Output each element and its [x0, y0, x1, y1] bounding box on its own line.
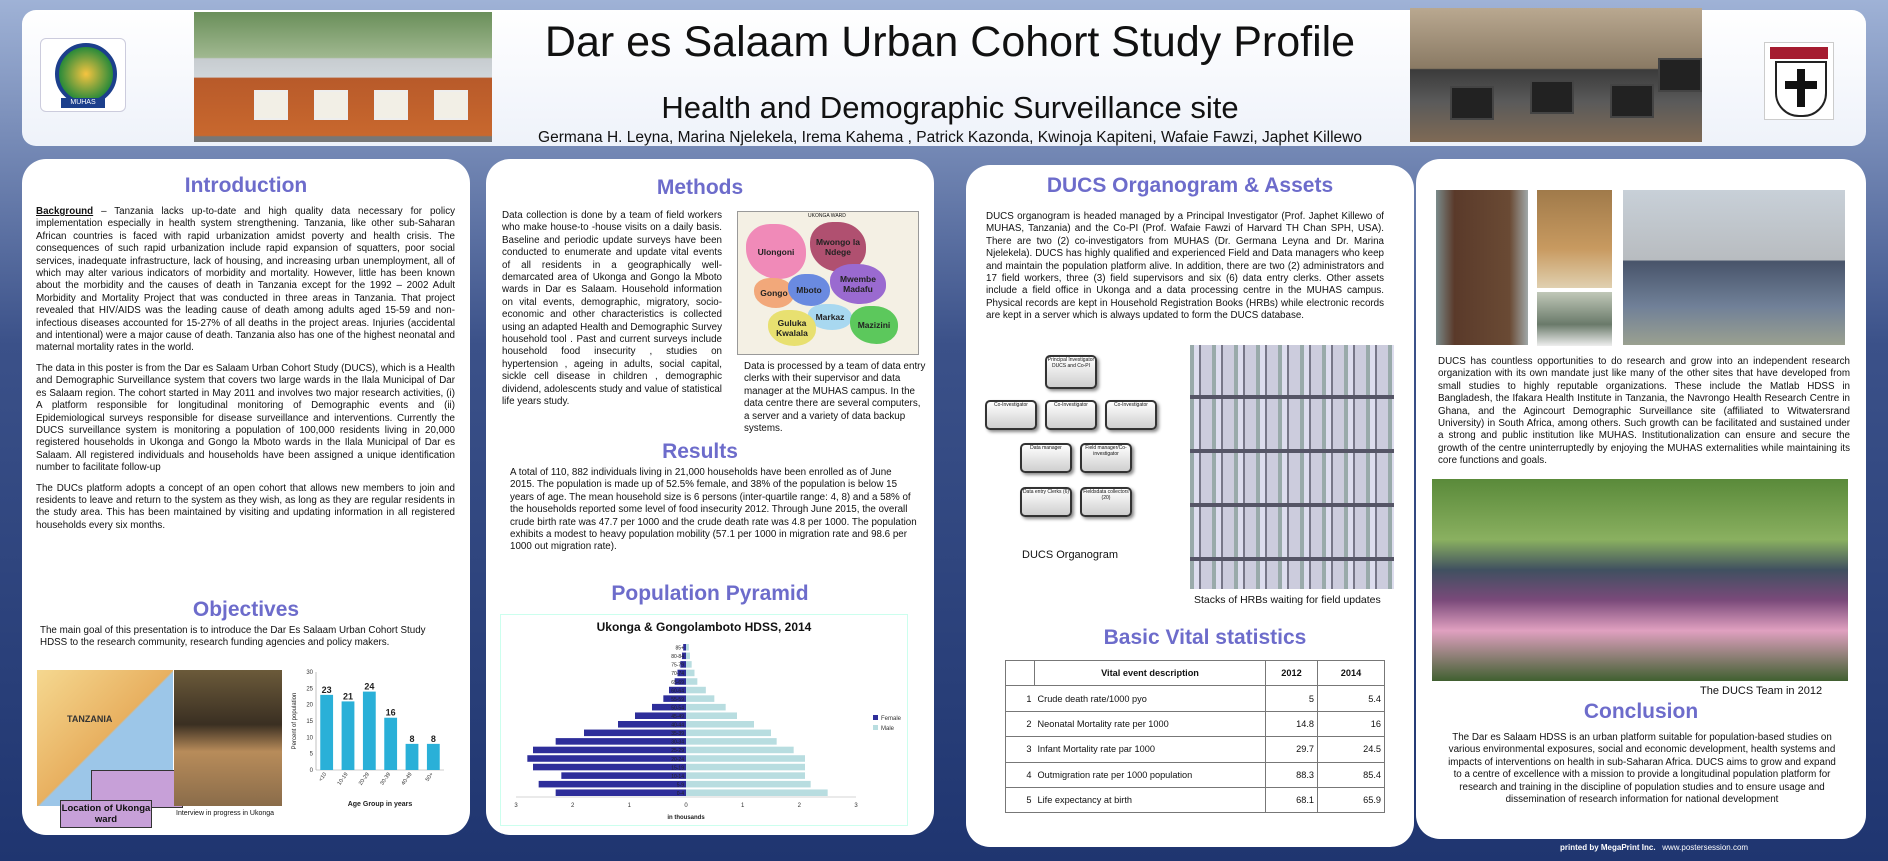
pyramid-title: Ukonga & Gongolamboto HDSS, 2014 — [596, 620, 812, 634]
pyramid-age-label: 20-24 — [671, 756, 684, 763]
table-row: 3 Infant Mortality rate par 1000 29.7 24.5 — [1006, 737, 1385, 762]
opportunities-text: DUCS has countless opportunities to do research and grow into an independent research organization with its own mandate just like many of the other sites that have developed from small studies to highly reputable organizations. These include the Matlab HDSS in Bangladesh, the Ifakara Health Institute in Tanzania, the Navrongo Health Research Centre in Ghana, and the Agincourt Demographic Surveillance site (affiliated to Witwatersrand University) in South Africa, among others. Such growth can be facilitated and sustained under a strong and public institution like MUHAS. Institutionalization can ensure and secure the growth of the centre uninterruptedly by enjoying the MUHAS externalities while maintaining its core functions and goals. — [1438, 356, 1850, 467]
age-chart-y-tick: 5 — [309, 751, 313, 758]
harvard-logo — [1764, 42, 1834, 120]
age-chart-data-label: 23 — [321, 684, 332, 695]
results-text: A total of 110, 882 individuals living in 21,000 households have been enrolled as of June 2015. The population is made up of 52.5% female, and 38% of the population is below 15 years of age. The mean household size is 6 persons (inter-quartile range: 4, 8) and a 58% of the households reported some level of food insecurity 2012. Through June 2015, the overall crude birth rate was 47.7 per 1000 and the crude death rate was 4.8 per 1000. The population exhibits a modest to heavy population mobility (57.1 per 1000 in migration rate and 98.6 per 1000 out migration rate). — [510, 467, 917, 553]
records-photo — [1537, 190, 1612, 288]
pyramid-age-label: 30-34 — [671, 739, 684, 746]
poster-subtitle: Health and Demographic Surveillance site — [661, 90, 1239, 125]
pyramid-x-tick: 3 — [514, 803, 518, 809]
pyramid-age-label: 80-84 — [671, 654, 684, 661]
pyramid-age-label: 60-64 — [671, 688, 684, 695]
map-caption: Location of Ukonga ward — [60, 800, 152, 828]
organogram-chart — [980, 355, 1160, 520]
age-chart-data-label: 8 — [409, 733, 415, 744]
pyramid-age-label: 5-9 — [676, 782, 684, 789]
pyramid-age-label: 70-74 — [671, 671, 684, 678]
pyramid-bar-female — [561, 772, 686, 779]
pyramid-bar-male — [686, 695, 714, 702]
org-box-field-collectors: Fieldsdata collectors (20) — [1080, 487, 1132, 517]
pyramid-age-label: 40-44 — [671, 722, 684, 729]
age-chart-bar — [320, 695, 333, 770]
org-box-coi-3: Co-Investigator — [1105, 400, 1157, 430]
age-chart-y-tick: 0 — [309, 768, 313, 774]
team-caption: The DUCS Team in 2012 — [1700, 685, 1823, 697]
pyramid-x-tick: 2 — [570, 803, 575, 809]
age-chart-bar — [406, 744, 419, 770]
legend-male: Male — [881, 726, 895, 732]
pyramid-age-label: 45-49 — [671, 714, 684, 720]
age-chart-x-tick: 50+ — [424, 771, 435, 783]
data-centre-photo — [1410, 8, 1702, 142]
table-row: 4 Outmigration rate per 1000 population 88.3 85.4 — [1006, 762, 1385, 787]
pyramid-x-tick: 1 — [627, 803, 632, 809]
pyramid-bar-male — [686, 781, 811, 788]
legend-swatch-female — [873, 715, 878, 720]
vital-statistics-table: Vital event description 2012 2014 1 Crude death rate/1000 pyo 5 5.4 2 Neonatal Mortality rate per 1000 14.8 16 3 Infant Mortality rate par 1000 29.7 24.5 4 Outmigration rate per 1000 population 88.3 85.4 5 Life expectancy at birth 68.1 65.9 — [1005, 660, 1385, 813]
background-label: Background — [36, 206, 94, 217]
pyramid-x-tick: 3 — [854, 803, 858, 809]
age-chart-data-label: 21 — [342, 691, 354, 702]
age-chart-data-label: 16 — [385, 707, 396, 718]
age-chart-y-tick: 30 — [306, 670, 313, 676]
organogram-heading: DUCS Organogram & Assets — [1046, 174, 1334, 197]
pyramid-bar-female — [539, 781, 686, 788]
tanzania-map: TANZANIA — [37, 670, 173, 806]
pyramid-bar-male — [686, 738, 777, 745]
pyramid-bar-male — [686, 644, 689, 651]
introduction-text: Background – Tanzania lacks up-to-date and high quality data necessary for policy implementation especially in health system strengthening. Tanzania, like other sub-Saharan African countries is faced with rapid urbanization amidst poverty and health crisis. The consequences of such rapid urbanization include rapid expansion of squatters, poor social services, inadequate infrastructure, lack of housing, and increasing urban unemployment, all of which may alter various indicators of morbidity and mortality. However, little has been known about the morbidity and the causes of death in Tanzania except for the 1992 – 2002 Adult Morbidity and Mortality Project that was conducted in three areas in Tanzania. That project revealed that HIV/AIDS was the leading cause of death among adults aged 15-59 and non-infectious diseases accounted for 15-27% of all deaths in the project areas. Injuries (accidental and intentional) were a major cause of death. Tanzania also has one of the highest neonatal and maternal mortality rates in the world. The data in this poster is from the Dar es Salaam Urban Cohort Study (DUCS), which is a Health and Demographic Surveillance system that covers two large wards in the Ilala Municipal of Dar es Salaam region. The cohort started in May 2011 and involves two major research activities, (i) A platform responsible for longitudinal monitoring of Demographic events and (ii) Epidemiological surveys responsible for disease surveillance and interventions. Currently the DUCS surveillance system is monitoring a population of 100,000 residents living in 20,000 registered households in Ukonga and Gongo la Mboto wards in the Ilala Municipal of Dar es Salaam. All registered individuals and households have been assigned a unique identification number to facilitate follow-up The DUCs platform adopts a concept of an open cohort that allows new members to join and residents to leave and return to the system as they wish, as long as they are regular residents in the study area. This has been maintained by visiting and updating information in all registered households every six months. — [36, 206, 455, 531]
pyramid-bar-male — [686, 764, 805, 771]
pyramid-age-label: 65-69 — [671, 679, 684, 686]
conclusion-heading: Conclusion — [1583, 700, 1699, 723]
age-chart-x-tick: 30-39 — [379, 771, 393, 787]
table-row: 5 Life expectancy at birth 68.1 65.9 — [1006, 787, 1385, 812]
organogram-caption: DUCS Organogram — [1022, 549, 1118, 561]
age-chart-bar — [427, 744, 440, 770]
interview-photo — [174, 670, 282, 806]
age-chart-bar — [384, 718, 397, 770]
org-box-field-manager: Field manager/Co-investigator — [1080, 443, 1132, 473]
age-chart-y-tick: 20 — [306, 702, 313, 709]
pyramid-age-label: 85+ — [675, 645, 684, 652]
age-chart-data-label: 24 — [364, 681, 375, 692]
pyramid-bar-male — [686, 653, 690, 660]
pyramid-age-label: 50-54 — [671, 705, 684, 712]
pyramid-bar-male — [686, 747, 794, 754]
pyramid-bar-female — [533, 764, 686, 771]
printer-credit: printed by MegaPrint Inc. www.postersession.com — [1560, 843, 1749, 852]
field-office-photo — [194, 12, 492, 142]
pyramid-age-label: 55-59 — [671, 696, 684, 703]
population-pyramid-chart — [501, 615, 907, 825]
pyramid-x-tick: 0 — [684, 803, 688, 809]
org-box-coi-2: Co-Investigator — [1045, 400, 1097, 430]
age-chart-x-tick: <10 — [318, 771, 329, 783]
pyramid-x-label: in thousands — [667, 815, 705, 821]
age-chart-y-label: Percent of population — [292, 692, 298, 750]
age-chart-data-label: 8 — [430, 733, 436, 744]
pyramid-age-label: 75-79 — [671, 662, 684, 669]
shelf-caption: Stacks of HRBs waiting for field updates — [1194, 594, 1381, 606]
pyramid-bar-male — [686, 789, 828, 796]
office-door-photo — [1436, 190, 1528, 345]
age-chart-bar — [342, 701, 355, 770]
pyramid-bar-male — [686, 755, 805, 762]
org-box-data-manager: Data manager — [1020, 443, 1072, 473]
pyramid-x-tick: 2 — [797, 803, 802, 809]
pyramid-age-label: 0-4 — [676, 791, 684, 797]
organogram-text: DUCS organogram is headed managed by a Principal Investigator (Prof. Japhet Killewo of MUHAS, Tanzania) and the Co-PI (Prof. Wafaie Fawzi of Harvard TH Chan SPH, USA). There are two (2) co-investigators from MUHAS (Dr. Germana Leyna and Dr. Marina Njelekela). DUCS has highly qualified and experienced Field and Data managers who keep and maintain the population platform alive. In addition, there are two (2) administrators and 17 field workers, three (3) field supervisors and six (6) data entry clerks. Other assets include a field office in Ukonga and a data processing centre in the MUHAS campus. Physical records are kept in Household Registration Books (HRBs) while electronic records are kept in a server which is always updated to form the DUCS database. — [986, 211, 1384, 322]
processing-text: Data is processed by a team of data entry clerks with their supervisor and data manager at the MUHAS campus. In the data centre there are several computers, a server and a variety of data backup systems. — [744, 361, 926, 435]
pyramid-bar-female — [527, 755, 686, 762]
pyramid-x-tick: 1 — [740, 803, 745, 809]
methods-heading: Methods — [656, 176, 744, 199]
age-chart-x-label: Age Group in years — [347, 801, 413, 808]
pyramid-age-label: 15-19 — [671, 765, 684, 772]
age-chart-x-tick: 40-49 — [400, 771, 414, 787]
org-box-pi: Principal Investigator DUCS and Co-PI — [1045, 355, 1097, 389]
pyramid-bar-male — [686, 712, 737, 719]
pyramid-bar-male — [686, 687, 706, 694]
age-distribution-chart — [288, 664, 448, 814]
pyramid-bar-female — [533, 747, 686, 754]
pyramid-bar-male — [686, 721, 754, 728]
age-chart-y-tick: 10 — [306, 735, 313, 742]
pyramid-bar-female — [556, 789, 686, 796]
conclusion-text: The Dar es Salaam HDSS is an urban platform suitable for population-based studies on various environmental exposures, social and economic development, health systems and impacts of interventions on health in sub-Saharan Africa. DUCS aims to grow and expand to a centre of excellence with a mission to provide a longitudinal population platform for research and training in the discipline of population studies and to ensure usage and dissemination of research information for national development — [1448, 732, 1836, 806]
table-row: 2 Neonatal Mortality rate per 1000 14.8 16 — [1006, 711, 1385, 736]
pyramid-bar-male — [686, 730, 771, 737]
pyramid-bar-male — [686, 678, 697, 685]
legend-swatch-male — [873, 725, 878, 730]
org-box-coi-1: Co-Investigator — [985, 400, 1037, 430]
ukonga-ward-map: UKONGA WARD Ulongoni Mwongo la Ndege Gongo Mboto Mwembe Madafu Markaz Guluka Kwalala Mazizini — [737, 211, 919, 355]
objectives-heading: Objectives — [192, 598, 300, 621]
pyramid-bar-male — [686, 704, 726, 711]
population-pyramid-box — [500, 614, 908, 826]
pyramid-bar-male — [686, 661, 692, 668]
introduction-heading: Introduction — [184, 174, 308, 197]
pyramid-bar-male — [686, 670, 695, 677]
age-chart-bar — [363, 692, 376, 770]
age-chart-x-tick: 20-29 — [357, 771, 371, 787]
field-vehicle-photo — [1623, 190, 1845, 345]
team-small-photo — [1537, 292, 1612, 346]
results-heading: Results — [662, 440, 738, 463]
table-row: 1 Crude death rate/1000 pyo 5 5.4 — [1006, 686, 1385, 711]
age-chart-y-tick: 25 — [306, 686, 313, 693]
objectives-text: The main goal of this presentation is to introduce the Dar Es Salaam Urban Cohort Study HDSS to the research community, research funding agencies and policy makers. — [40, 625, 426, 649]
poster-title: Dar es Salaam Urban Cohort Study Profile — [544, 18, 1356, 66]
age-chart-y-tick: 15 — [306, 719, 313, 725]
pyramid-age-label: 25-29 — [671, 748, 684, 755]
hrb-stacks-photo — [1190, 345, 1394, 589]
pyramid-age-label: 35-39 — [671, 731, 684, 738]
interview-caption: Interview in progress in Ukonga — [176, 810, 275, 817]
org-box-data-entry: Data entry Clerks (6) — [1020, 487, 1072, 517]
age-chart-x-tick: 10-19 — [336, 771, 350, 787]
pyramid-heading: Population Pyramid — [611, 582, 809, 605]
pyramid-age-label: 10-14 — [671, 773, 684, 780]
muhas-logo: MUHAS — [40, 38, 126, 112]
vital-heading: Basic Vital statistics — [1103, 626, 1307, 649]
pyramid-bar-male — [686, 772, 805, 779]
ducs-team-photo — [1432, 479, 1848, 681]
pyramid-bar-female — [556, 738, 686, 745]
authors: Germana H. Leyna, Marina Njelekela, Irema Kahema , Patrick Kazonda, Kwinoja Kapiteni, Wafaie Fawzi, Japhet Killewo — [538, 129, 1362, 146]
legend-female: Female — [881, 716, 902, 722]
methods-text: Data collection is done by a team of field workers who make house-to -house visits on a daily basis. Baseline and periodic update surveys have been conducted to enumerate and update vital events of all residents in a geographically well-demarcated area of Ukonga and Gongo la Mboto wards in Dar es Salaam. Household information on vital events, demographic, migratory, socio-economic and other characteristics is collected using an adapted Health and Demographic Survey household tool . Past and current surveys include household food insecurity , studies on hypertension , ageing in adults, social capital, sickle cell disease in children , demographic dividend, adolescents study and value of statistical life years study. — [502, 210, 722, 408]
